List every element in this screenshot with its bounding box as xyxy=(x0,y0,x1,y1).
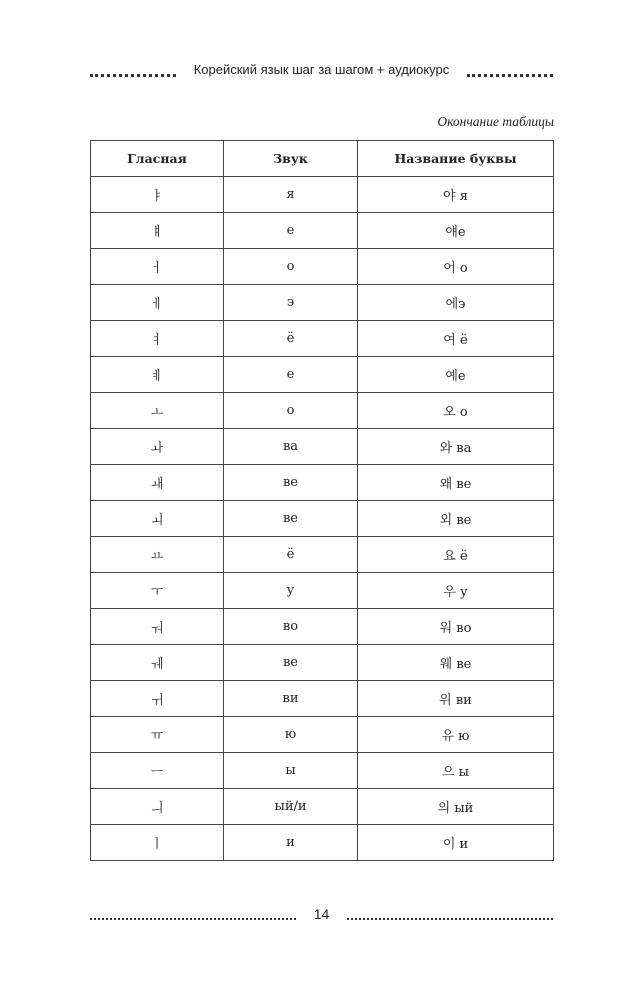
sound-cell: ве xyxy=(224,645,358,681)
letter-name-cell: 유 ю xyxy=(358,717,554,753)
letter-name-cell: 우 у xyxy=(358,573,554,609)
sound-cell: я xyxy=(224,177,358,213)
sound-cell: ви xyxy=(224,681,358,717)
sound-cell: о xyxy=(224,393,358,429)
sound-cell: ве xyxy=(224,465,358,501)
table-row xyxy=(91,429,554,465)
vowel-cell: ㅠ xyxy=(91,717,224,753)
column-header: Звук xyxy=(224,141,358,177)
vowel-cell: ㅡ xyxy=(91,753,224,789)
table-row xyxy=(91,249,554,285)
letter-name-cell: 에э xyxy=(358,285,554,321)
letter-name-cell: 얘е xyxy=(358,213,554,249)
vowel-cell: ㅓ xyxy=(91,249,224,285)
sound-cell: о xyxy=(224,249,358,285)
table-header-row xyxy=(91,141,554,177)
vowel-cell: ㅝ xyxy=(91,609,224,645)
vowel-cell: ㅗ xyxy=(91,393,224,429)
vowel-cell: ㅙ xyxy=(91,465,224,501)
letter-name-cell: 와 ва xyxy=(358,429,554,465)
table-caption: Окончание таблицы xyxy=(437,114,554,129)
table-row xyxy=(91,465,554,501)
vowel-cell: ㅚ xyxy=(91,501,224,537)
table-row xyxy=(91,537,554,573)
sound-cell: ы xyxy=(224,753,358,789)
sound-cell: ве xyxy=(224,501,358,537)
table-row xyxy=(91,645,554,681)
table-row xyxy=(91,213,554,249)
sound-cell: э xyxy=(224,285,358,321)
vowel-cell: ㅑ xyxy=(91,177,224,213)
sound-cell: ё xyxy=(224,321,358,357)
vowel-cell: ㅣ xyxy=(91,825,224,861)
dotted-rule xyxy=(90,62,176,77)
dotted-rule xyxy=(90,909,296,920)
sound-cell: ё xyxy=(224,537,358,573)
letter-name-cell: 의 ый xyxy=(358,789,554,825)
letter-name-cell: 이 и xyxy=(358,825,554,861)
letter-name-cell: 요 ё xyxy=(358,537,554,573)
column-header: Гласная xyxy=(91,141,224,177)
letter-name-cell: 외 ве xyxy=(358,501,554,537)
table-row xyxy=(91,285,554,321)
letter-name-cell: 예е xyxy=(358,357,554,393)
vowel-cell: ㅘ xyxy=(91,429,224,465)
table-row xyxy=(91,321,554,357)
header-title: Корейский язык шаг за шагом + аудиокурс xyxy=(193,62,450,77)
letter-name-cell: 웨 ве xyxy=(358,645,554,681)
vowel-table xyxy=(90,140,554,861)
page-footer xyxy=(90,906,553,922)
letter-name-cell: 으 ы xyxy=(358,753,554,789)
vowel-cell: ㅞ xyxy=(91,645,224,681)
vowel-cell: ㅜ xyxy=(91,573,224,609)
table-row xyxy=(91,825,554,861)
dotted-rule xyxy=(347,909,553,920)
vowel-cell: ㅔ xyxy=(91,285,224,321)
vowel-cell: ㅖ xyxy=(91,357,224,393)
sound-cell: у xyxy=(224,573,358,609)
page-number: 14 xyxy=(313,906,330,922)
sound-cell: ва xyxy=(224,429,358,465)
sound-cell: ю xyxy=(224,717,358,753)
table-row xyxy=(91,681,554,717)
letter-name-cell: 워 во xyxy=(358,609,554,645)
column-header: Название буквы xyxy=(358,141,554,177)
table-row xyxy=(91,501,554,537)
sound-cell: и xyxy=(224,825,358,861)
table-row xyxy=(91,393,554,429)
table-row xyxy=(91,357,554,393)
vowel-cell: ㅛ xyxy=(91,537,224,573)
running-header xyxy=(90,62,553,77)
vowel-cell: ㅟ xyxy=(91,681,224,717)
table-row xyxy=(91,753,554,789)
letter-name-cell: 오 о xyxy=(358,393,554,429)
table-row xyxy=(91,177,554,213)
sound-cell: во xyxy=(224,609,358,645)
table-row xyxy=(91,573,554,609)
table-row xyxy=(91,717,554,753)
letter-name-cell: 위 ви xyxy=(358,681,554,717)
vowel-cell: ㅢ xyxy=(91,789,224,825)
table-row xyxy=(91,789,554,825)
vowel-cell: ㅒ xyxy=(91,213,224,249)
sound-cell: ый/и xyxy=(224,789,358,825)
vowel-cell: ㅕ xyxy=(91,321,224,357)
letter-name-cell: 왜 ве xyxy=(358,465,554,501)
letter-name-cell: 야 я xyxy=(358,177,554,213)
dotted-rule xyxy=(467,62,553,77)
table-row xyxy=(91,609,554,645)
sound-cell: е xyxy=(224,213,358,249)
letter-name-cell: 여 ё xyxy=(358,321,554,357)
sound-cell: е xyxy=(224,357,358,393)
letter-name-cell: 어 о xyxy=(358,249,554,285)
